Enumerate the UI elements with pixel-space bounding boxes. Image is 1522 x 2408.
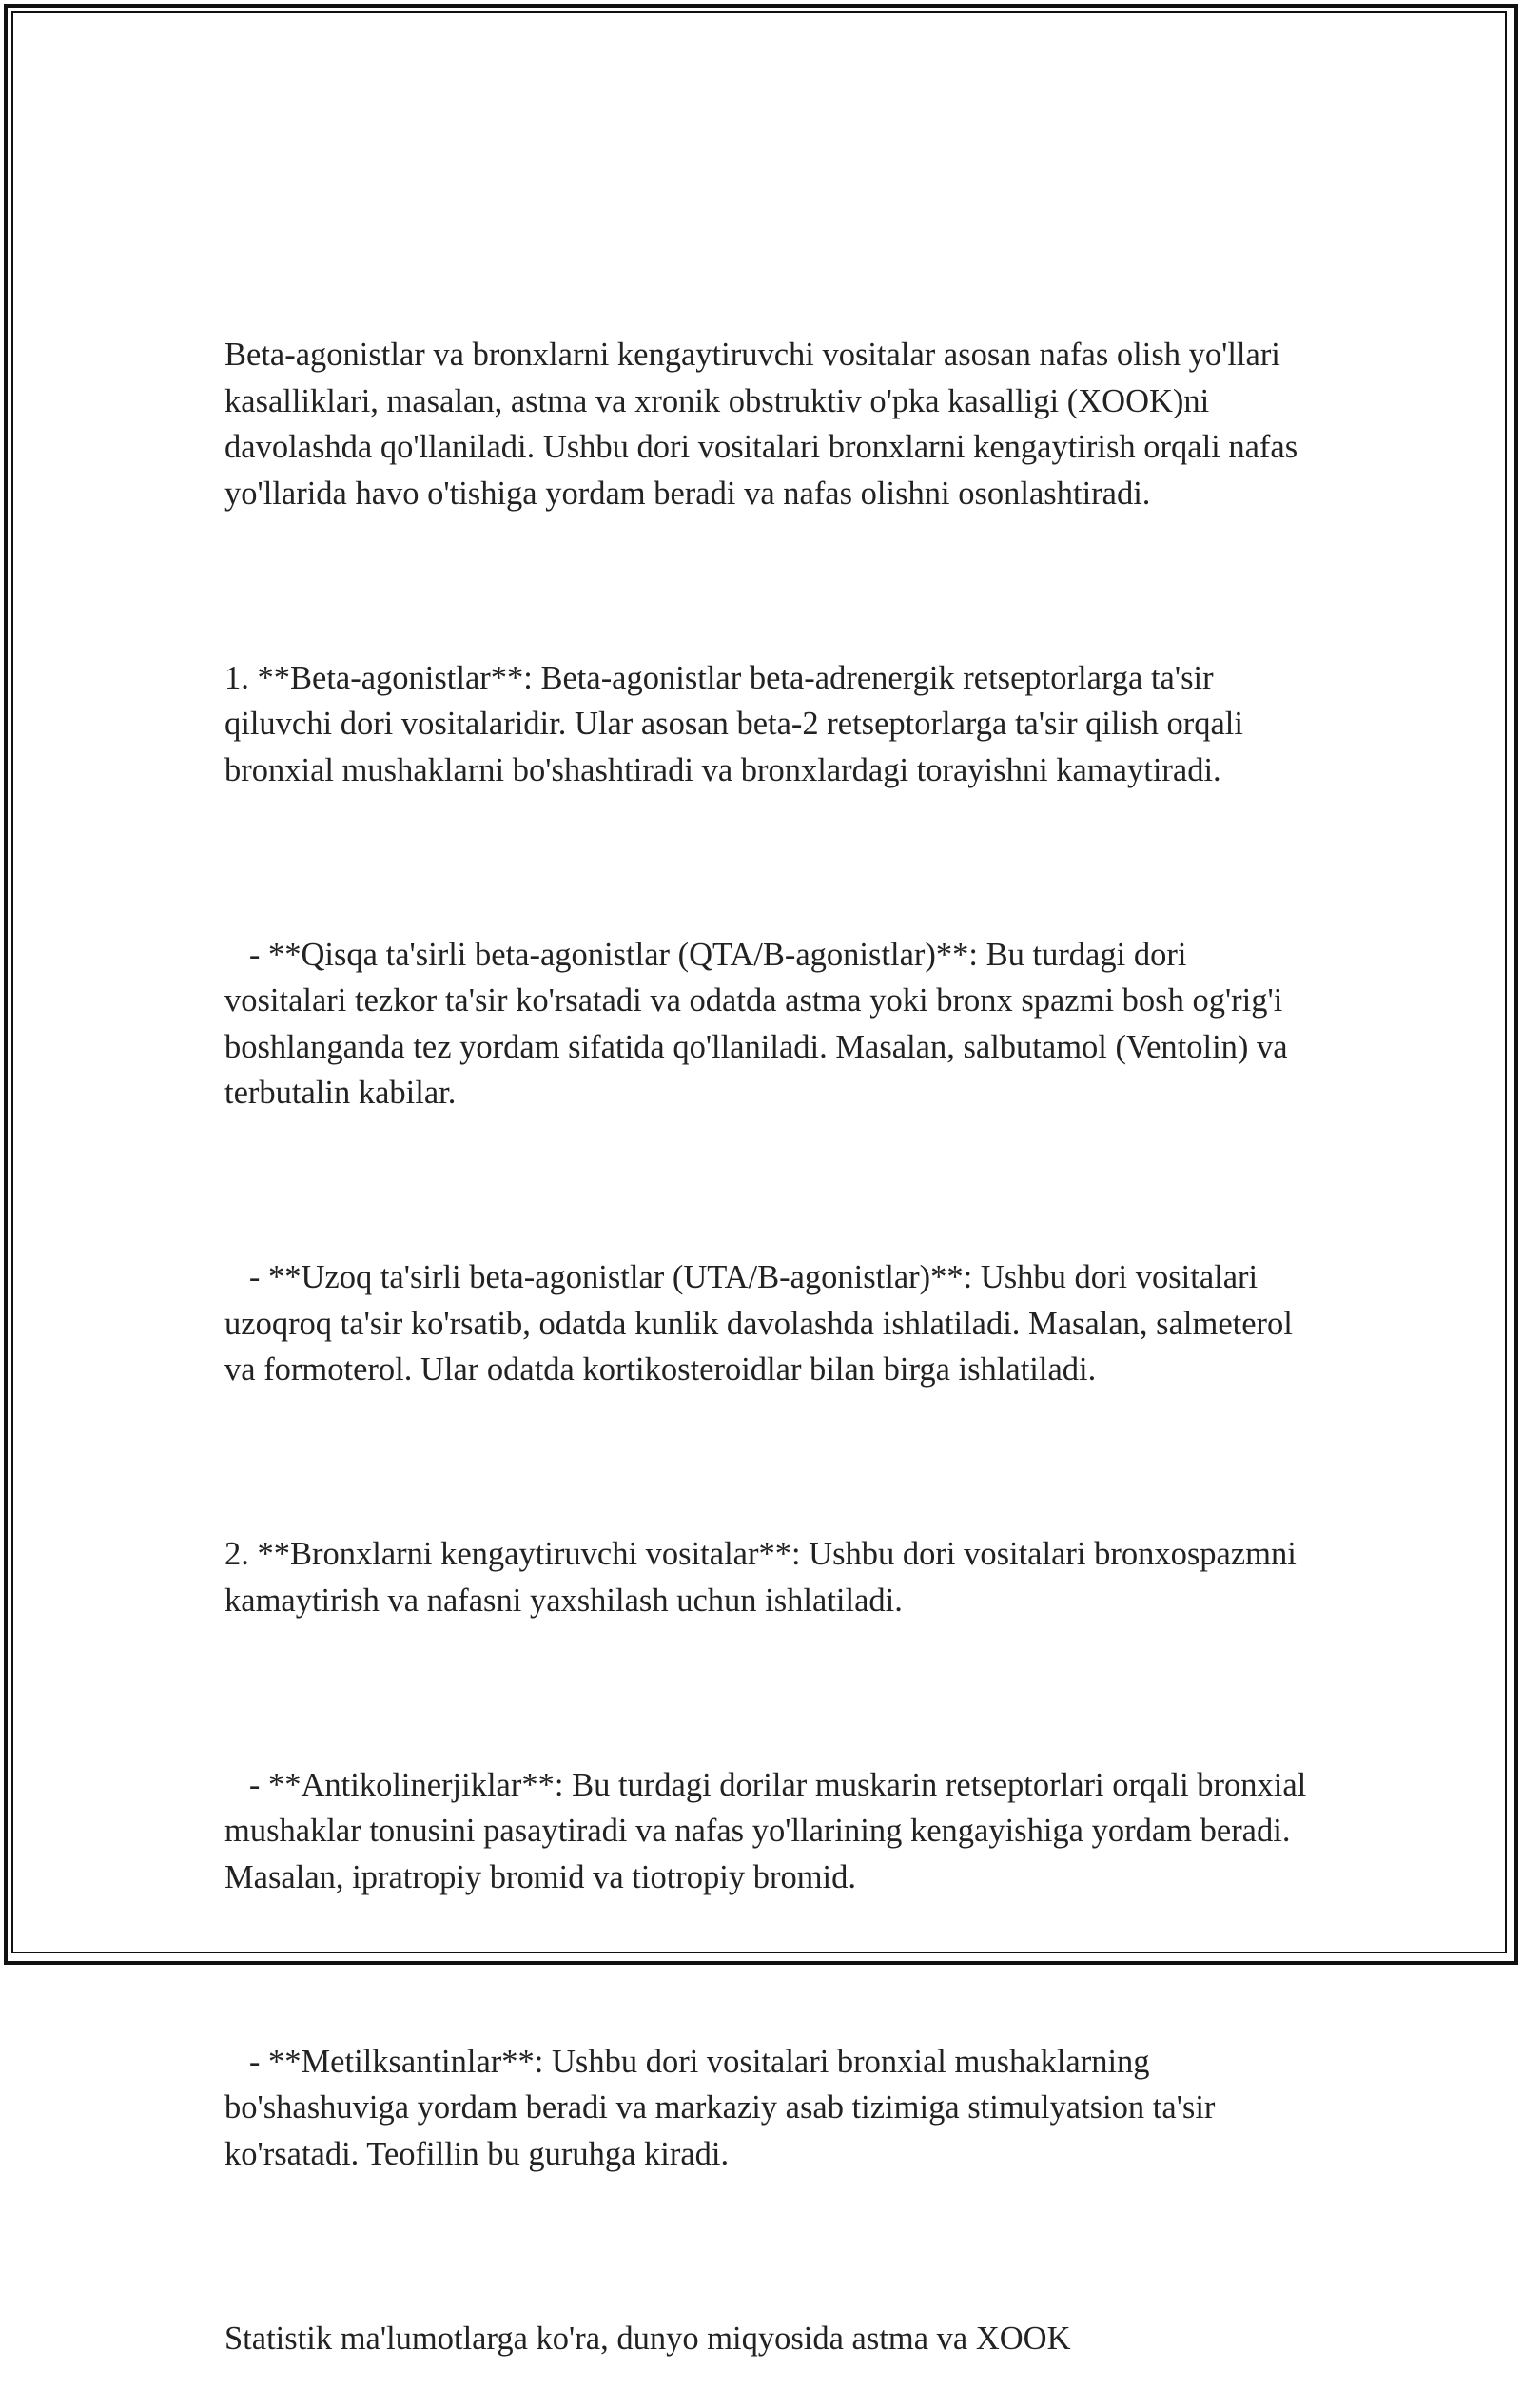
intro-paragraph: Beta-agonistlar va bronxlarni kengaytiruvchi vositalar asosan nafas olish yo'llari kasalliklari, masalan, astma va xronik obstruktiv o'pka kasalligi (XOOK)ni davolashda qo'llaniladi. Ushbu dori vositalari bronxlarni kengaytirish orqali nafas yo'llarida havo o'tishiga yordam beradi va nafas olishni osonlashtiradi. xyxy=(224,337,1306,512)
statistics-paragraph: Statistik ma'lumotlarga ko'ra, dunyo miqyosida astma va XOOK xyxy=(224,2320,1071,2357)
document-body xyxy=(224,240,1315,2408)
short-acting-paragraph: - **Qisqa ta'sirli beta-agonistlar (QTA/B-agonistlar)**: Bu turdagi dori vositalari tezkor ta'sir ko'rsatadi va odatda astma yoki bronx spazmi bosh og'rig'i boshlanganda tez yordam sifatida qo'llaniladi. Masalan, salbutamol (Ventolin) va terbutalin kabilar. xyxy=(224,936,1297,1111)
beta-agonists-paragraph: 1. **Beta-agonistlar**: Beta-agonistlar beta-adrenergik retseptorlarga ta'sir qiluvchi dori vositalaridir. Ular asosan beta-2 retseptorlarga ta'sir qilish orqali bronxial mushaklarni bo'shashtiradi va bronxlardagi torayishni kamaytiradi. xyxy=(224,659,1252,788)
methylxanthines-paragraph: - **Metilksantinlar**: Ushbu dori vositalari bronxial mushaklarning bo'shashuviga yordam beradi va markaziy asab tizimiga stimulyatsion ta'sir ko'rsatadi. Teofillin bu guruhga kiradi. xyxy=(224,2043,1224,2172)
long-acting-paragraph: - **Uzoq ta'sirli beta-agonistlar (UTA/B-agonistlar)**: Ushbu dori vositalari uzoqroq ta'sir ko'rsatib, odatda kunlik davolashda ishlatiladi. Masalan, salmeterol va formoterol. Ular odatda kortikosteroidlar bilan birga ishlatiladi. xyxy=(224,1259,1301,1388)
anticholinergics-paragraph: - **Antikolinerjiklar**: Bu turdagi dorilar muskarin retseptorlari orqali bronxial mushaklar tonusini pasaytiradi va nafas yo'llarining kengayishiga yordam beradi. Masalan, ipratropiy bromid va tiotropiy bromid. xyxy=(224,1766,1315,1895)
bronchodilators-paragraph: 2. **Bronxlarni kengaytiruvchi vositalar**: Ushbu dori vositalari bronxospazmni kamaytirish va nafasni yaxshilash uchun ishlatiladi. xyxy=(224,1536,1305,1619)
